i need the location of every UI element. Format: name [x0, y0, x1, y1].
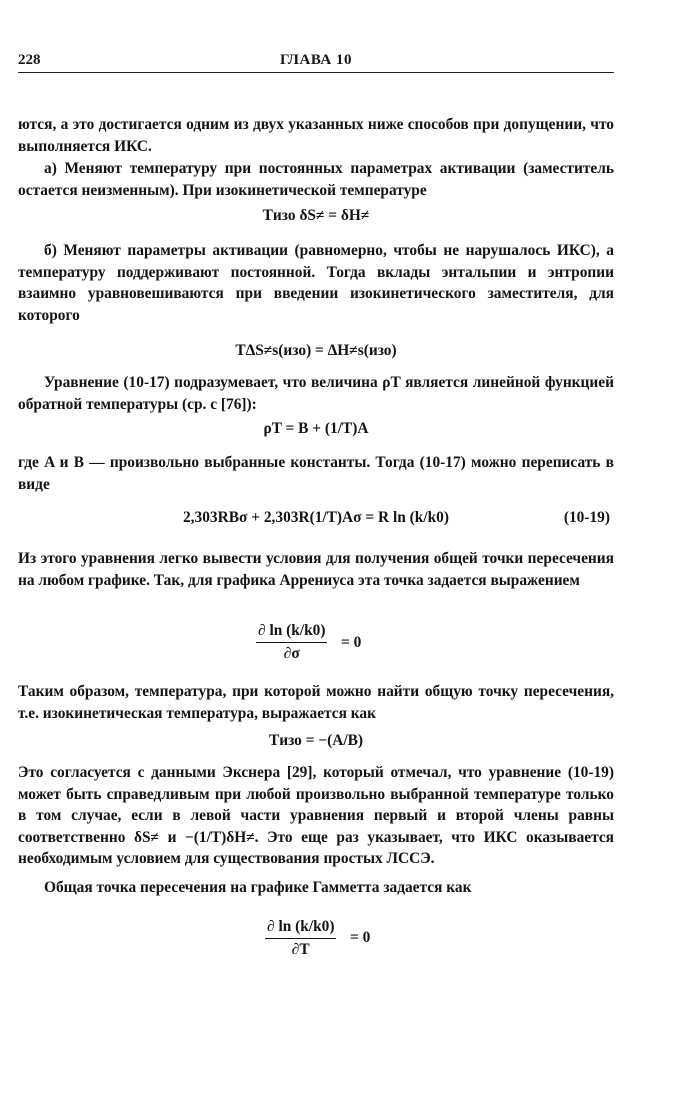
paragraph-3: б) Меняют параметры активации (равномерно, чтобы не нарушалось ИКС), а температуру поддерживают постоянной. Тогда вклады энтальпии и энтропии взаимно уравновешиваются при введении изокинетического заместителя, для которого — [18, 242, 614, 324]
fraction-numerator: ∂ ln (k/k0) — [256, 622, 327, 643]
paragraph-5: где A и B — произвольно выбранные константы. Тогда (10-17) можно переписать в виде — [18, 454, 614, 493]
page-number: 228 — [18, 52, 41, 68]
fraction-numerator: ∂ ln (k/k0) — [265, 918, 336, 939]
paragraph-7: Таким образом, температура, при которой можно найти общую точку пересечения, т.е. изокинетическая температура, выражается как — [18, 683, 614, 722]
equation-rhs: = 0 — [341, 634, 362, 651]
paragraph-8: Это согласуется с данными Экснера [29], который отмечал, что уравнение (10-19) может быть справедливым при любой произвольно выбранной температуре только в том случае, если в левой части уравнения первый и второй члены равны соответственно δS≠ и −(1/T)δH≠. Это еще раз указывает, что ИКС оказывается необходимым условием для существования простых ЛСCЭ. — [18, 764, 614, 867]
equation-rho-linear: ρT = B + (1/T)A — [263, 420, 369, 437]
equation-hammett-fraction — [265, 918, 336, 959]
page-header — [18, 52, 614, 73]
equation-number: (10-19) — [563, 509, 610, 526]
paragraph-9: Общая точка пересечения на графике Гамметта задается как — [44, 879, 472, 896]
equation-10-19 — [18, 509, 614, 527]
paragraph-2: а) Меняют температуру при постоянных параметрах активации (заместитель остается неизменным). При изокинетической температуре — [18, 160, 614, 199]
fraction-denominator: ∂σ — [283, 645, 300, 662]
equation-isokinetic-ratio: Tизо = −(A/B) — [268, 732, 364, 749]
equation-isokinetic-temperature: Tизо δS≠ = δH≠ — [262, 207, 370, 224]
equation-10-19-body: 2,303RBσ + 2,303R(1/T)Aσ = R ln (k/k0) — [182, 509, 449, 526]
equation-arrhenius-fraction — [256, 622, 327, 663]
paragraph-4: Уравнение (10-17) подразумевает, что величина ρT является линейной функцией обратной температуры (ср. с [76]): — [18, 374, 614, 413]
equation-rhs: = 0 — [350, 929, 371, 946]
chapter-title: ГЛАВА 10 — [280, 52, 352, 68]
paragraph-6: Из этого уравнения легко вывести условия для получения общей точки пересечения на любом графике. Так, для графика Аррениуса эта точка задается выражением — [18, 550, 614, 589]
fraction-denominator: ∂T — [291, 941, 310, 958]
equation-isokinetic-substituent: TΔS≠s(изо) = ΔH≠s(изо) — [235, 342, 397, 359]
paragraph-1: ются, а это достигается одним из двух указанных ниже способов при допущении, что выполняется ИКС. — [18, 116, 614, 155]
